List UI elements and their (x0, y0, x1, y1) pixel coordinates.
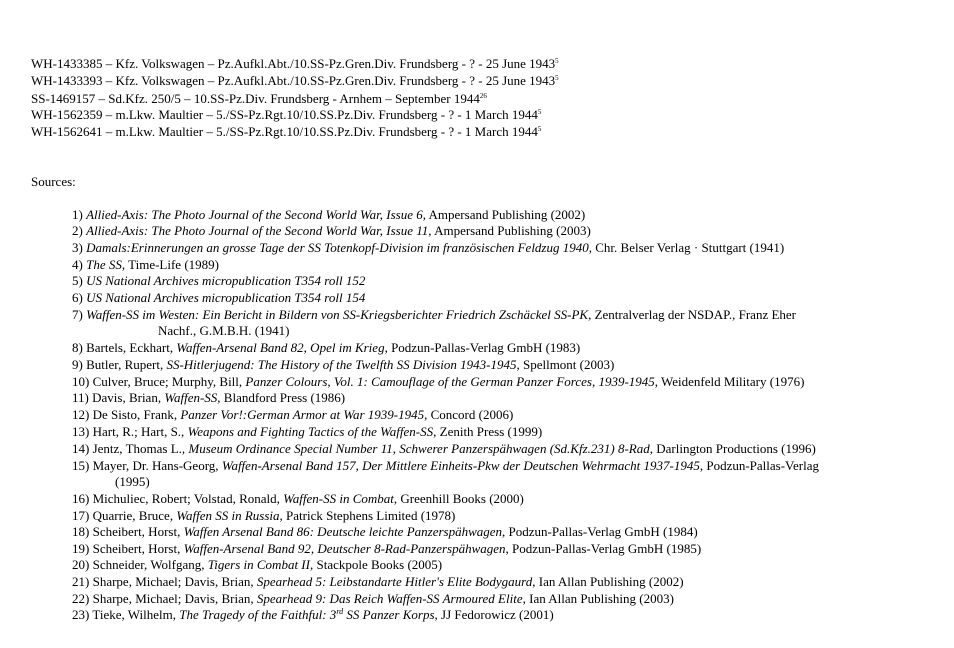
source-title: Weapons and Fighting Tactics of the Waffen-SS (187, 424, 434, 439)
source-title: Waffen-Arsenal Band 157, Der Mittlere Einheits-Pkw der Deutschen Wehrmacht 1937-1945 (221, 458, 700, 473)
source-number: 15) (72, 458, 90, 473)
source-title: Allied-Axis: The Photo Journal of the Second World War, Issue 11 (86, 223, 429, 238)
source-entry (72, 573, 684, 590)
source-number: 12) (72, 407, 90, 422)
source-entry (72, 389, 345, 406)
source-entry (72, 206, 585, 223)
source-title: Spearhead 9: Das Reich Waffen-SS Armoured Elite (256, 591, 523, 606)
source-entry (72, 222, 591, 239)
source-title: The Tragedy of the Faithful: 3rd SS Panzer Korps (179, 607, 435, 622)
source-number: 5) (72, 273, 83, 288)
source-number: 7) (72, 307, 83, 322)
source-entry (72, 540, 701, 557)
source-title: US National Archives micropublication T354 roll 152 (86, 273, 366, 288)
source-entry (72, 523, 698, 540)
source-title: Panzer Vor!:German Armor at War 1939-1945 (180, 407, 425, 422)
source-title: Waffen Arsenal Band 86: Deutsche leichte Panzerspähwagen (183, 524, 503, 539)
source-title: Waffen-SS im Westen: Ein Bericht in Bildern von SS-Kriegsberichter Friedrich Zschäckel SS-PK (86, 307, 589, 322)
source-author: Scheibert, Horst, (92, 541, 184, 556)
source-publisher: , Ian Allan Publishing (2003) (522, 591, 674, 606)
source-publisher: , Time-Life (1989) (121, 257, 219, 272)
source-publisher: , Ian Allan Publishing (2002) (532, 574, 684, 589)
footnote-ref: 26 (479, 92, 487, 100)
source-author: Davis, Brian, (92, 390, 165, 405)
source-number: 2) (72, 223, 83, 238)
source-number: 9) (72, 357, 83, 372)
footnote-ref: 5 (555, 57, 559, 65)
source-entry (72, 457, 819, 474)
source-author: Jentz, Thomas L., (92, 441, 189, 456)
source-publisher: , Ampersand Publishing (2002) (422, 207, 586, 222)
source-number: 17) (72, 508, 90, 523)
footnote-ref: 5 (537, 108, 542, 116)
source-title: Tigers in Combat II (207, 557, 310, 572)
source-title: Waffen SS in Russia (176, 508, 280, 523)
source-number: 16) (72, 491, 90, 506)
source-title: The SS (86, 257, 122, 272)
source-number: 3) (72, 240, 83, 255)
source-publisher: , Podzun-Pallas-Verlag GmbH (1984) (502, 524, 698, 539)
source-author: Scheibert, Horst, (92, 524, 184, 539)
source-author: Michuliec, Robert; Volstad, Ronald, (92, 491, 284, 506)
source-publisher: , Podzun-Pallas-Verlag (699, 458, 819, 473)
record-line (31, 123, 541, 140)
record-line (31, 90, 487, 107)
source-author: Sharpe, Michael; Davis, Brian, (92, 574, 257, 589)
source-entry (72, 272, 365, 289)
source-title: Waffen-Arsenal Band 82, Opel im Krieg (176, 340, 385, 355)
source-author: De Sisto, Frank, (92, 407, 181, 422)
source-title: Waffen-SS in Combat (283, 491, 394, 506)
source-publisher: , Blandford Press (1986) (217, 390, 346, 405)
record-line (31, 72, 559, 89)
source-title: Allied-Axis: The Photo Journal of the Second World War, Issue 6 (86, 207, 423, 222)
source-number: 18) (72, 524, 90, 539)
source-publisher: , Darlington Productions (1996) (649, 441, 816, 456)
record-text: WH-1562641 – m.Lkw. Maultier – 5./SS-Pz.Rgt.10/10.SS.Pz.Div. Frundsberg - ? - 1 March 1944 (31, 124, 538, 139)
record-text: SS-1469157 – Sd.Kfz. 250/5 – 10.SS-Pz.Div. Frundsberg - Arnhem – September 1944 (31, 91, 480, 106)
source-entry (72, 606, 554, 623)
source-number: 14) (72, 441, 90, 456)
source-publisher: , Stackpole Books (2005) (309, 557, 443, 572)
source-publisher: , Concord (2006) (424, 407, 514, 422)
source-title: Panzer Colours, Vol. 1: Camouflage of the German Panzer Forces, 1939-1945 (245, 374, 655, 389)
source-publisher: , Spellmont (2003) (516, 357, 615, 372)
source-publisher: , Podzun-Pallas-Verlag GmbH (1983) (384, 340, 581, 355)
source-title: Damals:Erinnerungen an grosse Tage der SS Totenkopf-Division im französischen Feldzug 1940 (86, 240, 589, 255)
source-number: 13) (72, 424, 90, 439)
source-number: 11) (72, 390, 89, 405)
source-publisher: , Ampersand Publishing (2003) (428, 223, 591, 238)
footnote-ref: 5 (555, 74, 559, 82)
source-entry (72, 339, 580, 356)
source-number: 20) (72, 557, 90, 572)
record-text: WH-1433385 – Kfz. Volkswagen – Pz.Aufkl.Abt./10.SS-Pz.Gren.Div. Frundsberg - ? - 25 June 1943 (31, 56, 556, 71)
source-entry (72, 490, 524, 507)
source-author: Hart, R.; Hart, S., (92, 424, 188, 439)
source-number: 21) (72, 574, 90, 589)
source-publisher: , Patrick Stephens Limited (1978) (279, 508, 456, 523)
source-number: 23) (72, 607, 90, 622)
source-continuation: Nachf., G.M.B.H. (1941) (158, 323, 290, 338)
footnote-ref: 5 (537, 125, 542, 133)
source-title: SS-Hitlerjugend: The History of the Twelfth SS Division 1943-1945 (166, 357, 517, 372)
source-author: Tieke, Wilhelm, (92, 607, 180, 622)
source-author: Schneider, Wolfgang, (92, 557, 208, 572)
record-line (31, 55, 559, 72)
source-entry (72, 373, 804, 390)
source-number: 8) (72, 340, 83, 355)
source-number: 10) (72, 374, 90, 389)
source-entry (72, 440, 816, 457)
source-author: Butler, Rupert, (86, 357, 167, 372)
source-entry (72, 306, 796, 323)
source-number: 22) (72, 591, 90, 606)
source-author: Sharpe, Michael; Davis, Brian, (92, 591, 257, 606)
source-entry (72, 289, 365, 306)
source-continuation: (1995) (115, 474, 150, 489)
source-publisher: , Chr. Belser Verlag · Stuttgart (1941) (588, 240, 785, 255)
source-title: Spearhead 5: Leibstandarte Hitler's Elite Bodygaurd (256, 574, 533, 589)
source-entry (72, 256, 219, 273)
source-author: Culver, Bruce; Murphy, Bill, (92, 374, 246, 389)
source-author: Quarrie, Bruce, (92, 508, 177, 523)
source-number: 19) (72, 541, 90, 556)
record-text: WH-1433393 – Kfz. Volkswagen – Pz.Aufkl.Abt./10.SS-Pz.Gren.Div. Frundsberg - ? - 25 June 1943 (31, 73, 556, 88)
source-number: 1) (72, 207, 83, 222)
sources-heading: Sources: (31, 174, 76, 189)
source-publisher: , Zentralverlag der NSDAP., Franz Eher (588, 307, 797, 322)
source-publisher: , Weidenfeld Military (1976) (654, 374, 805, 389)
source-entry (72, 239, 784, 256)
source-entry (72, 423, 542, 440)
source-number: 4) (72, 257, 83, 272)
source-publisher: , JJ Fedorowicz (2001) (434, 607, 554, 622)
source-number: 6) (72, 290, 83, 305)
source-title: Museum Ordinance Special Number 11, Schwerer Panzerspähwagen (Sd.Kfz.231) 8-Rad (188, 441, 650, 456)
source-entry (72, 356, 614, 373)
record-text: WH-1562359 – m.Lkw. Maultier – 5./SS-Pz.Rgt.10/10.SS.Pz.Div. Frundsberg - ? - 1 March 1944 (31, 107, 538, 122)
source-title: US National Archives micropublication T354 roll 154 (86, 290, 366, 305)
source-publisher: , Greenhill Books (2000) (393, 491, 524, 506)
record-line (31, 106, 541, 123)
source-title: Waffen-SS (164, 390, 218, 405)
source-author: Mayer, Dr. Hans-Georg, (92, 458, 222, 473)
source-publisher: , Podzun-Pallas-Verlag GmbH (1985) (505, 541, 702, 556)
source-entry (72, 507, 455, 524)
source-author: Bartels, Eckhart, (86, 340, 177, 355)
source-entry (72, 556, 442, 573)
source-title: Waffen-Arsenal Band 92, Deutscher 8-Rad-Panzerspähwagen (183, 541, 506, 556)
source-publisher: , Zenith Press (1999) (433, 424, 543, 439)
source-entry (72, 590, 674, 607)
source-entry (72, 406, 513, 423)
